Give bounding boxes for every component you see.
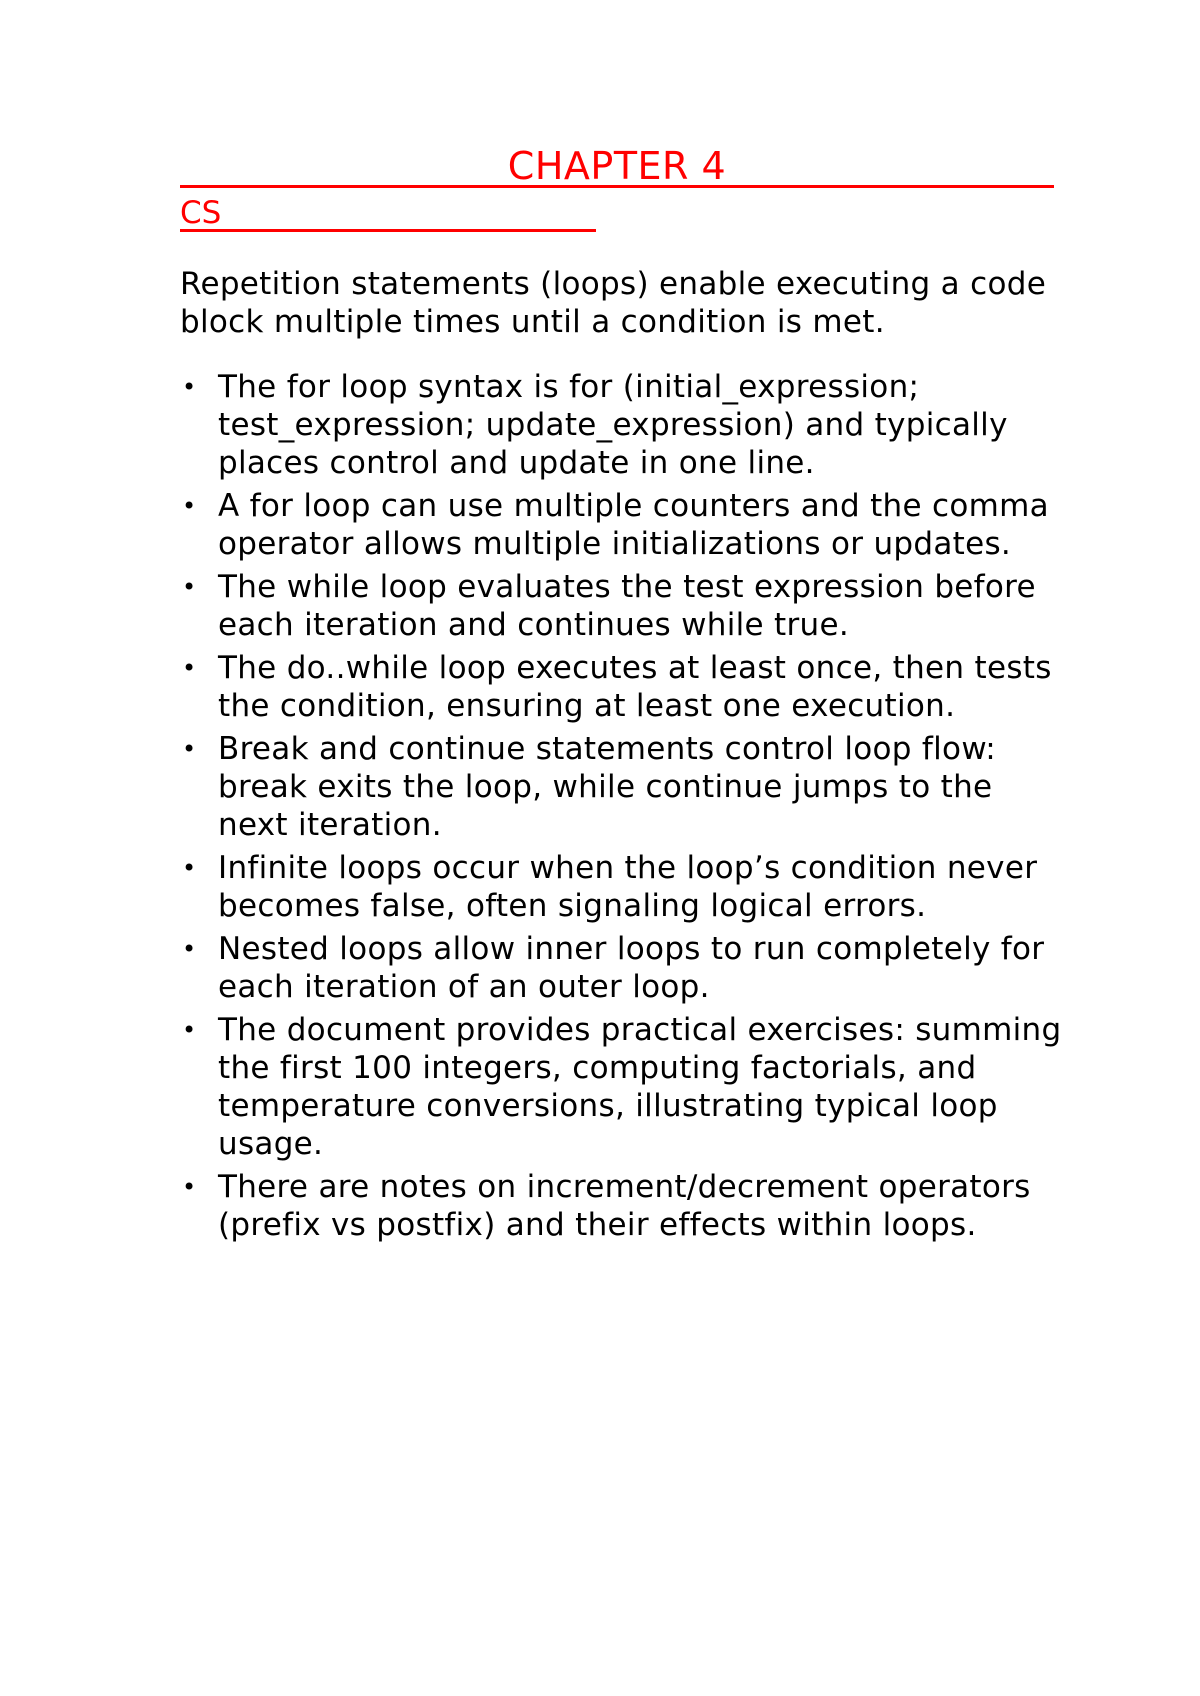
- bullet-list: [180, 368, 1070, 1249]
- bullet-icon: •: [182, 373, 197, 401]
- bullet-icon: •: [182, 1016, 197, 1044]
- bullet-text: A for loop can use multiple counters and the comma operator allows multiple initializations or updates.: [218, 488, 1049, 562]
- bullet-text: The for loop syntax is for (initial_expression; test_expression; update_expression) and typically places control and update in one line.: [218, 369, 1008, 481]
- bullet-icon: •: [182, 735, 197, 763]
- bullet-text: Infinite loops occur when the loop’s condition never becomes false, often signaling logical errors.: [218, 850, 1038, 924]
- subject-heading-line: [180, 195, 596, 232]
- bullet-item: [180, 368, 1070, 482]
- bullet-icon: •: [182, 854, 197, 882]
- bullet-text: Break and continue statements control loop flow: break exits the loop, while continue jumps to the next iteration.: [218, 731, 997, 843]
- bullet-item: [180, 1168, 1070, 1244]
- bullet-icon: •: [182, 654, 197, 682]
- bullet-item: [180, 1011, 1070, 1163]
- bullet-text: The while loop evaluates the test expression before each iteration and continues while true.: [218, 569, 1036, 643]
- bullet-icon: •: [182, 935, 197, 963]
- bullet-icon: •: [182, 1173, 197, 1201]
- bullet-item: [180, 487, 1070, 563]
- bullet-item: [180, 649, 1070, 725]
- bullet-item: [180, 568, 1070, 644]
- bullet-text: Nested loops allow inner loops to run completely for each iteration of an outer loop.: [218, 931, 1045, 1005]
- subject-label: CS: [180, 195, 222, 231]
- bullet-text: There are notes on increment/decrement operators (prefix vs postfix) and their effects within loops.: [218, 1169, 1031, 1243]
- bullet-item: [180, 849, 1070, 925]
- bullet-item: [180, 930, 1070, 1006]
- bullet-icon: •: [182, 492, 197, 520]
- chapter-heading-line: [180, 146, 1054, 188]
- bullet-item: [180, 730, 1070, 844]
- intro-paragraph: Repetition statements (loops) enable executing a code block multiple times until a condition is met.: [180, 266, 1047, 340]
- bullet-text: The do..while loop executes at least once, then tests the condition, ensuring at least one execution.: [218, 650, 1052, 724]
- chapter-title: CHAPTER 4: [507, 144, 727, 188]
- bullet-text: The document provides practical exercises: summing the first 100 integers, computing factorials, and temperature conversions, illustrating typical loop usage.: [218, 1012, 1062, 1162]
- bullet-icon: •: [182, 573, 197, 601]
